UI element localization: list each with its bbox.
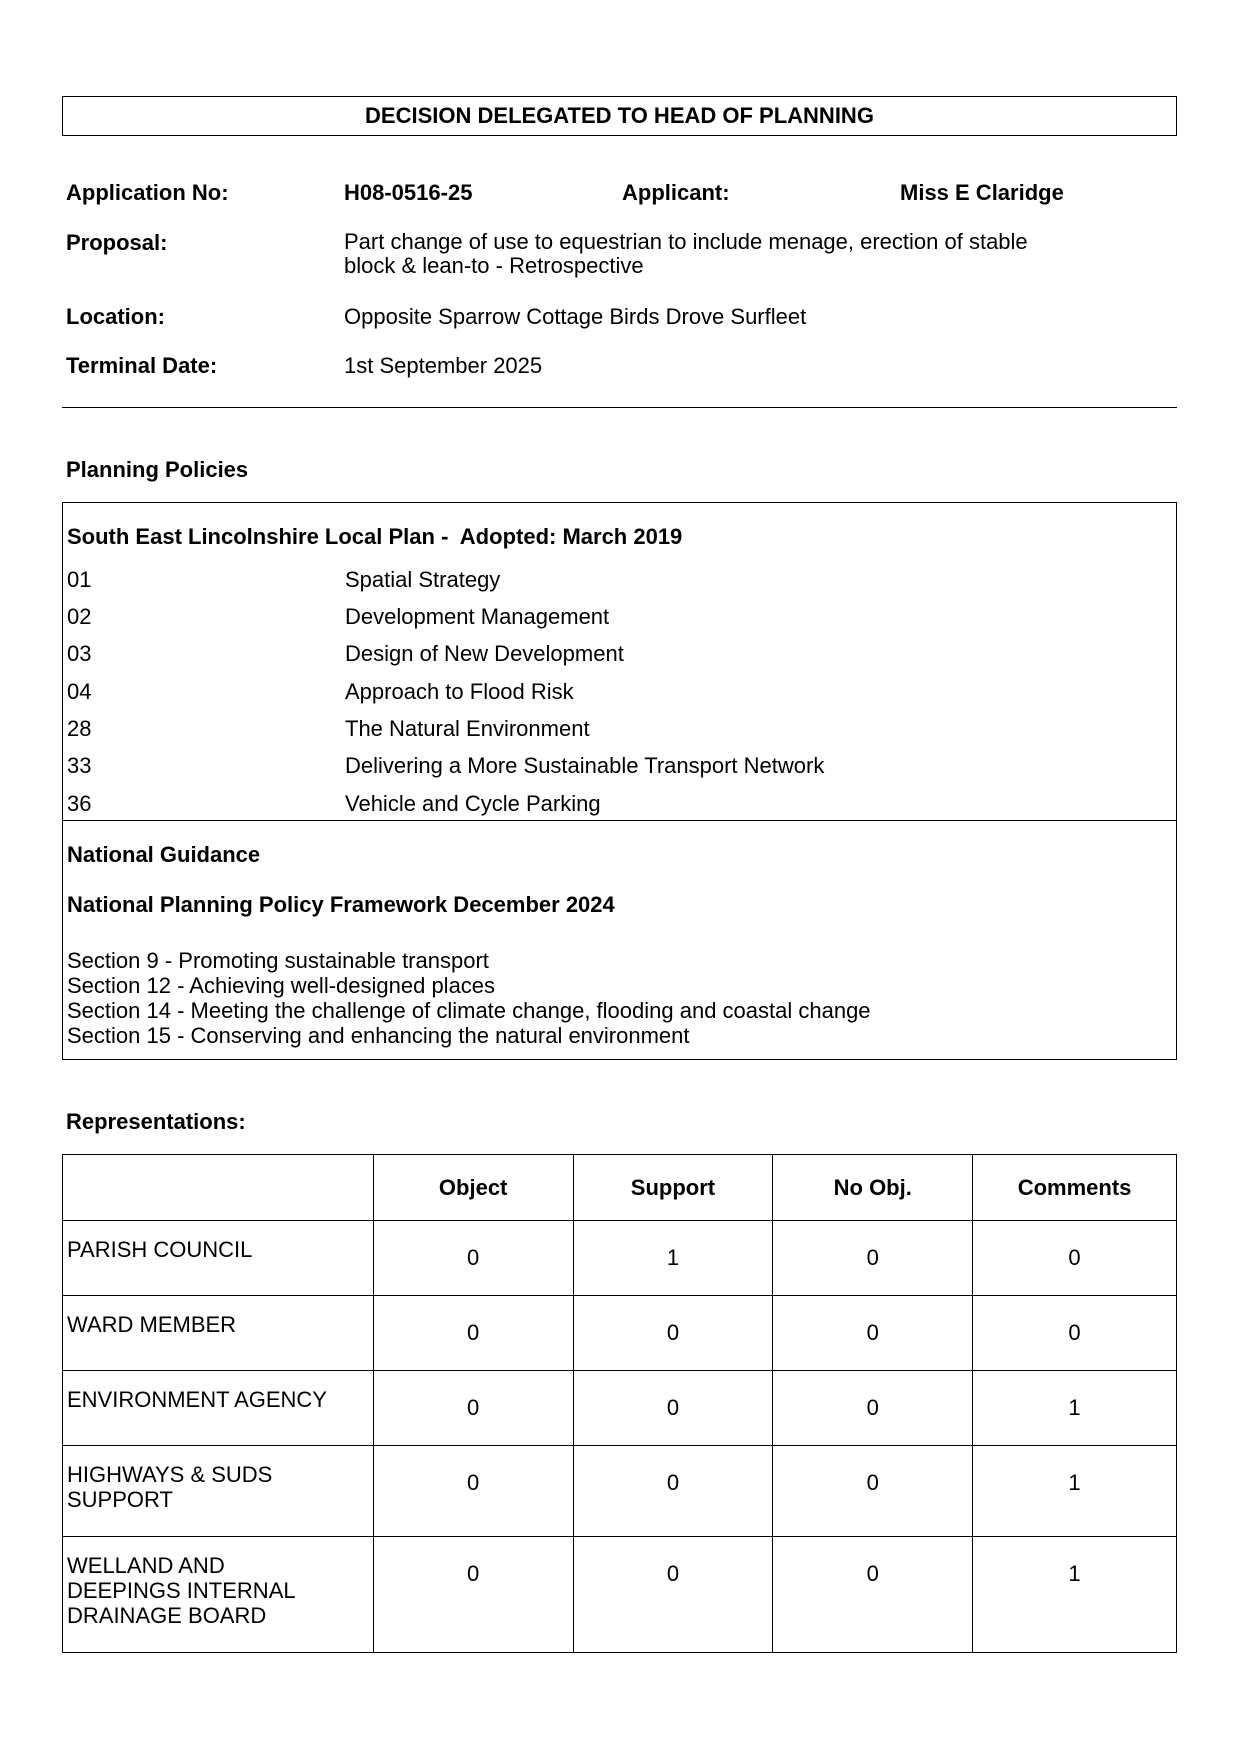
local-plan-title: South East Lincolnshire Local Plan - Adopted: March 2019: [67, 524, 683, 549]
comments-count: 1: [973, 1537, 1177, 1653]
table-row: [63, 1446, 1177, 1537]
terminal-date-label: Terminal Date:: [66, 353, 218, 378]
comments-count: 0: [973, 1221, 1177, 1296]
consultee-name: [63, 1446, 374, 1537]
table-header-row: [63, 1155, 1177, 1221]
policy-name: The Natural Environment: [345, 716, 590, 741]
object-count: 0: [373, 1296, 573, 1371]
representations-heading: Representations:: [66, 1109, 246, 1134]
consultee-name: [63, 1371, 374, 1446]
column-header: Object: [373, 1155, 573, 1221]
no-obj-count: 0: [773, 1446, 973, 1537]
support-count: 1: [573, 1221, 773, 1296]
location-label: Location:: [66, 304, 165, 329]
consultee-name: [63, 1221, 374, 1296]
guidance-section: Section 15 - Conserving and enhancing the natural environment: [67, 1023, 690, 1048]
policy-divider: [63, 820, 1176, 821]
no-obj-count: 0: [773, 1221, 973, 1296]
policy-number: 04: [67, 679, 92, 704]
no-obj-count: 0: [773, 1537, 973, 1653]
proposal-label: Proposal:: [66, 230, 168, 255]
policy-name: Vehicle and Cycle Parking: [345, 791, 601, 816]
application-no-value: H08-0516-25: [344, 180, 473, 205]
policy-number: 36: [67, 791, 92, 816]
terminal-date-value: 1st September 2025: [344, 353, 543, 378]
support-count: 0: [573, 1371, 773, 1446]
policies-box: [62, 502, 1177, 1060]
comments-count: 0: [973, 1296, 1177, 1371]
planning-policies-heading: Planning Policies: [66, 457, 249, 482]
policy-name: Spatial Strategy: [345, 567, 501, 592]
consultee-name-line: SUPPORT: [67, 1487, 173, 1512]
no-obj-count: 0: [773, 1296, 973, 1371]
consultee-name-line: DEEPINGS INTERNAL: [67, 1578, 296, 1603]
document-title: DECISION DELEGATED TO HEAD OF PLANNING: [62, 96, 1177, 136]
consultee-name-line: DRAINAGE BOARD: [67, 1603, 267, 1628]
guidance-section: Section 14 - Meeting the challenge of climate change, flooding and coastal change: [67, 998, 871, 1023]
column-header: Support: [573, 1155, 773, 1221]
no-obj-count: 0: [773, 1371, 973, 1446]
comments-count: 1: [973, 1446, 1177, 1537]
object-count: 0: [373, 1446, 573, 1537]
guidance-section: Section 12 - Achieving well-designed places: [67, 973, 496, 998]
location-value: Opposite Sparrow Cottage Birds Drove Surfleet: [344, 304, 807, 329]
section-divider: [62, 407, 1177, 408]
column-header: [63, 1155, 374, 1221]
object-count: 0: [373, 1371, 573, 1446]
consultee-name-line: PARISH COUNCIL: [67, 1237, 253, 1262]
consultee-name-line: ENVIRONMENT AGENCY: [67, 1387, 327, 1412]
consultee-name-line: WARD MEMBER: [67, 1312, 237, 1337]
national-guidance-heading: National Guidance: [67, 842, 261, 867]
consultee-name: [63, 1537, 374, 1653]
application-no-label: Application No:: [66, 180, 229, 205]
policy-number: 01: [67, 567, 92, 592]
comments-count: 1: [973, 1371, 1177, 1446]
policy-name: Development Management: [345, 604, 610, 629]
column-header: Comments: [973, 1155, 1177, 1221]
policy-number: 03: [67, 641, 92, 666]
policy-name: Design of New Development: [345, 641, 624, 666]
table-row: [63, 1371, 1177, 1446]
proposal-value: [344, 230, 1028, 278]
column-header: No Obj.: [773, 1155, 973, 1221]
consultee-name-line: WELLAND AND: [67, 1553, 225, 1578]
consultee-name: [63, 1296, 374, 1371]
guidance-section: Section 9 - Promoting sustainable transport: [67, 948, 489, 973]
policy-number: 33: [67, 753, 92, 778]
consultee-name-line: HIGHWAYS & SUDS: [67, 1462, 273, 1487]
policy-name: Approach to Flood Risk: [345, 679, 574, 704]
table-row: [63, 1296, 1177, 1371]
representations-table: [62, 1154, 1177, 1653]
policy-number: 28: [67, 716, 92, 741]
table-row: [63, 1221, 1177, 1296]
nppf-title: National Planning Policy Framework December 2024: [67, 892, 615, 917]
proposal-line: block & lean-to - Retrospective: [344, 253, 644, 278]
table-row: [63, 1537, 1177, 1653]
support-count: 0: [573, 1446, 773, 1537]
support-count: 0: [573, 1296, 773, 1371]
policy-name: Delivering a More Sustainable Transport Network: [345, 753, 825, 778]
applicant-label: Applicant:: [622, 180, 730, 205]
object-count: 0: [373, 1221, 573, 1296]
object-count: 0: [373, 1537, 573, 1653]
proposal-line: Part change of use to equestrian to include menage, erection of stable: [344, 229, 1028, 254]
policy-number: 02: [67, 604, 92, 629]
applicant-value: Miss E Claridge: [900, 180, 1064, 205]
support-count: 0: [573, 1537, 773, 1653]
